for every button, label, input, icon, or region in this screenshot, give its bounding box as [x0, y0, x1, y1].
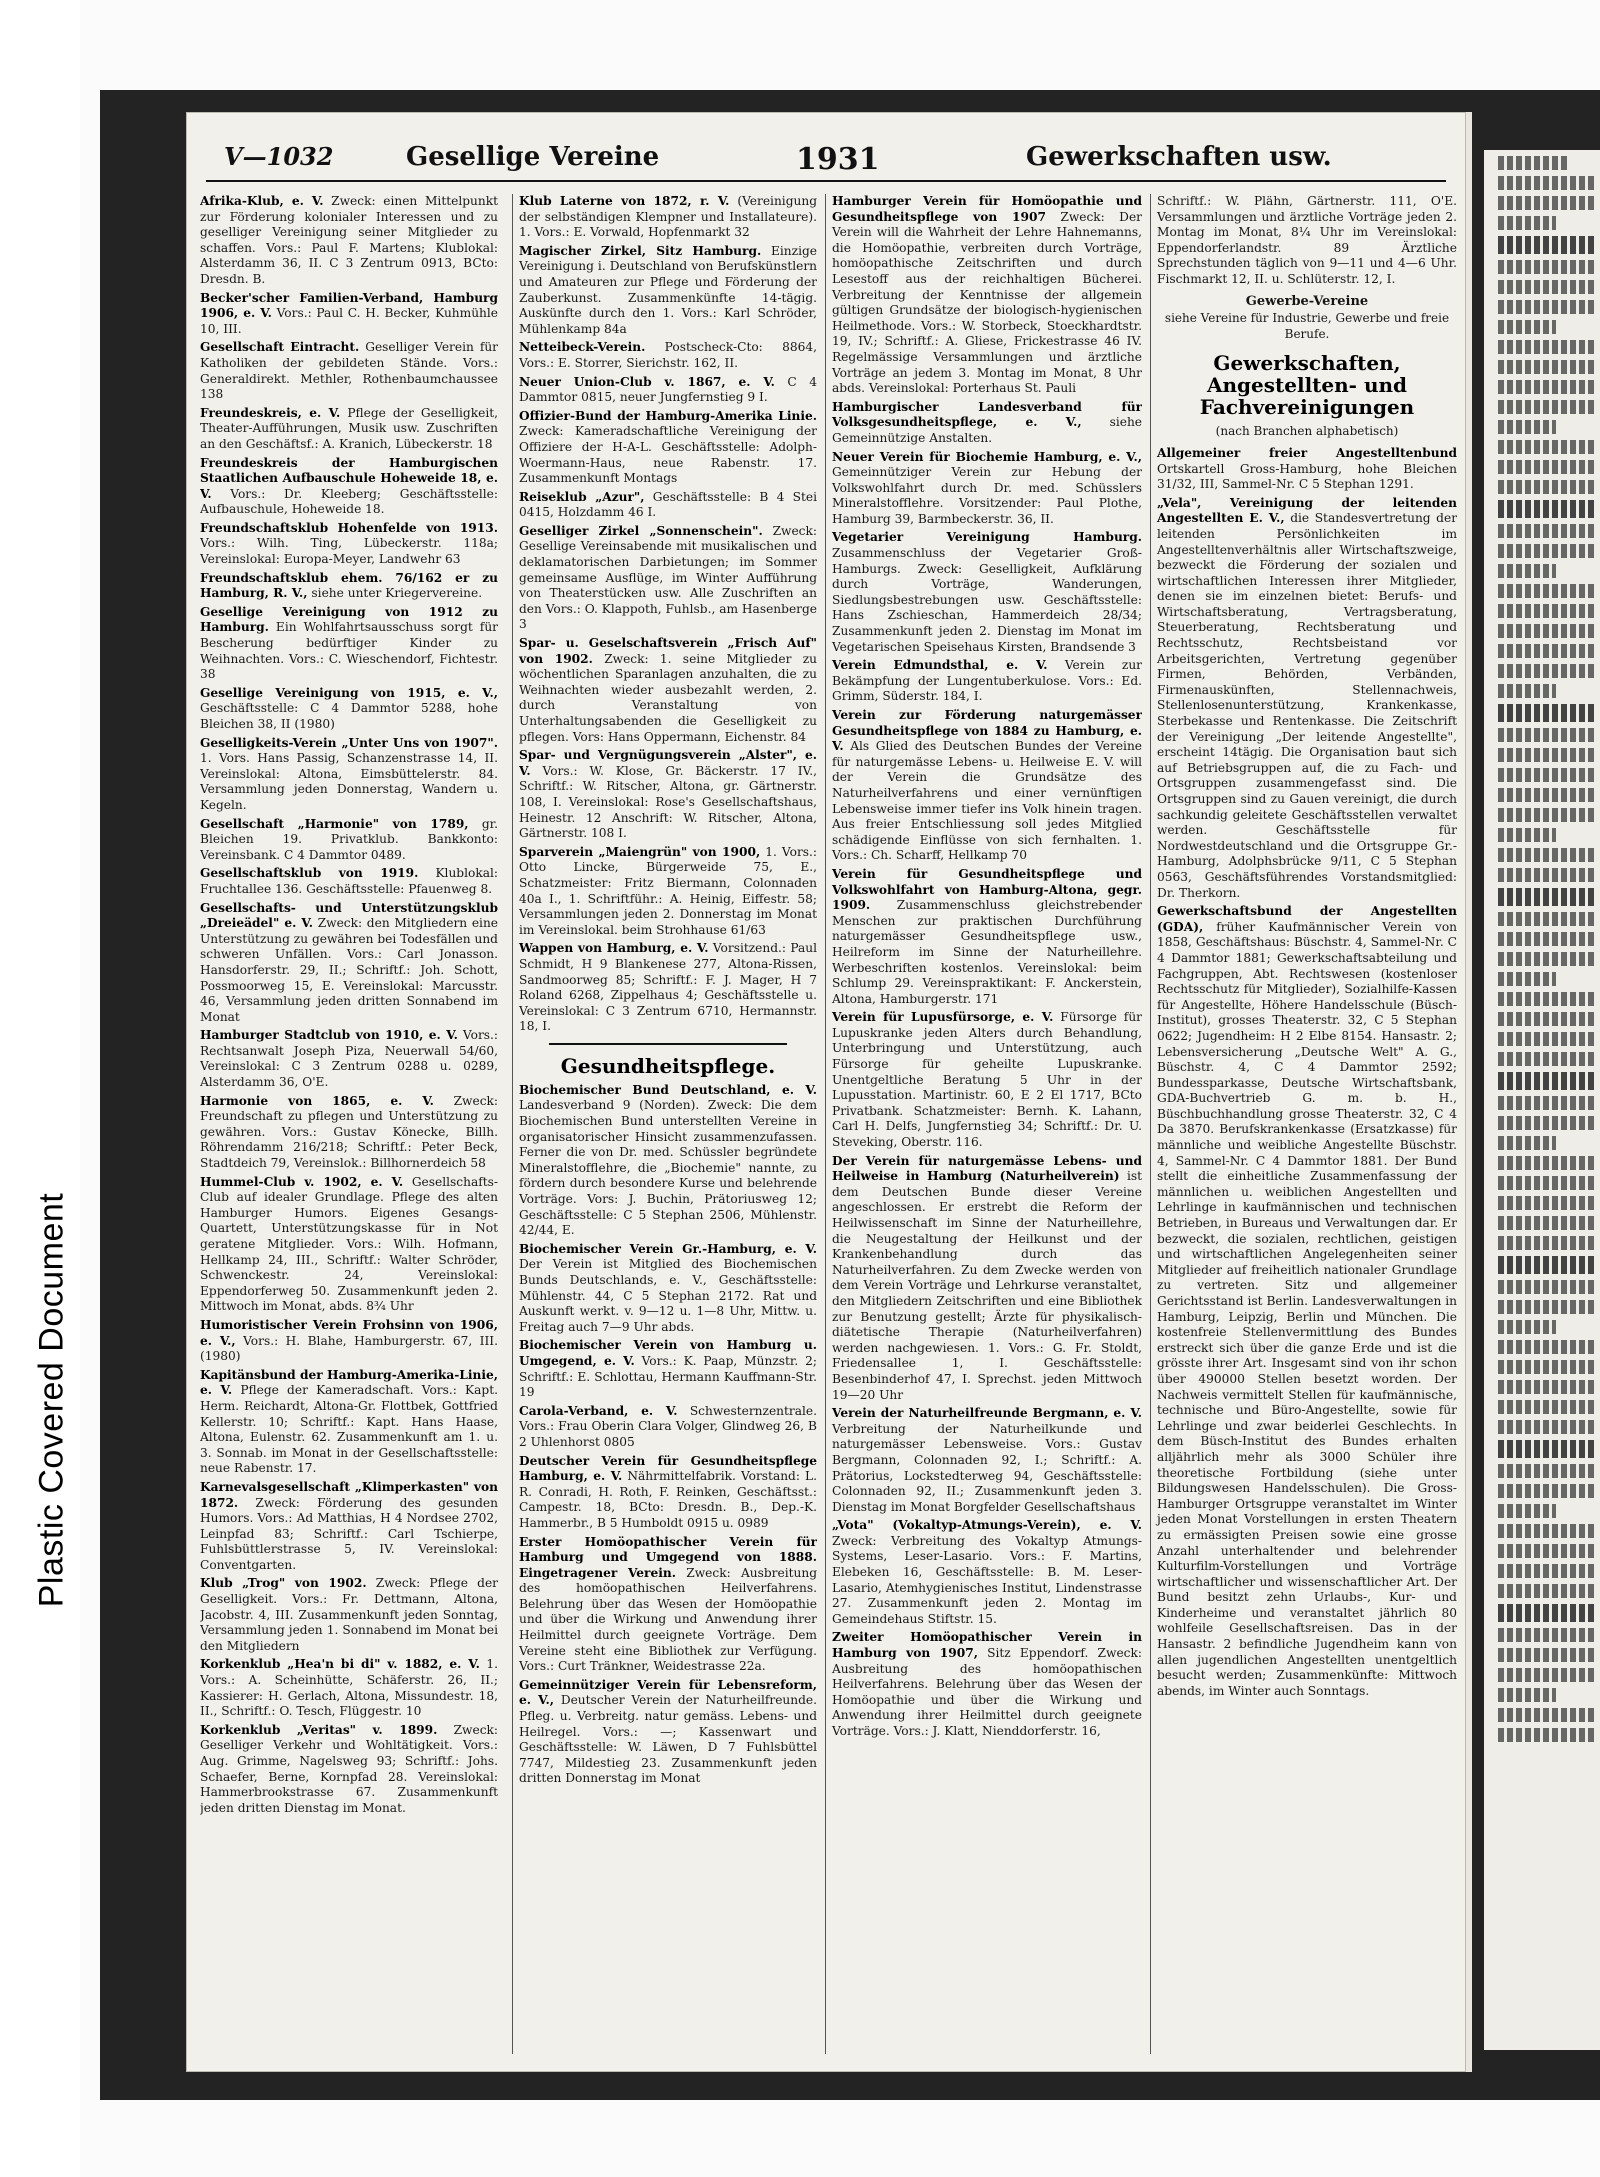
directory-entry [519, 1083, 817, 1239]
entry-name: Geselliger Zirkel „Sonnenschein". [519, 523, 763, 538]
entry-text: Vors.: Dr. Kleeberg; Geschäftsstelle: Aufbauschule, Hoheweide 18. [200, 486, 498, 517]
entry-text: Vors.: Paul C. H. Becker, Kuhmühle 10, III. [200, 306, 498, 336]
directory-entry [200, 1480, 498, 1574]
directory-entry [519, 244, 817, 338]
entry-name: Becker'scher Familien-Verband, Hamburg 1906, e. V. [200, 290, 498, 321]
section-subtitle: (nach Branchen alphabetisch) [1215, 424, 1399, 439]
entry-text: Zweck: Ausbreitung des homöopathischen Heilverfahrens. Belehrung über das Wesen der Homöopathie und über die Wirkung und Anwendung ihrer Heilmittel durch geeignete Vorträge. Dem Vereine steht eine Bibliothek zur Verfügung. Vors.: Curt Tränkner, Weidestrasse 22a. [519, 1565, 817, 1674]
entry-text: Der Verein ist Mitglied des Biochemischen Bunds Deutschlands, e. V., Geschäftsstelle: Mühlenstr. 44, C 5 Stephan 2172. Rat und Auskunft werkt. v. 9—12 u. 1—8 Uhr, Mittw. u. Freitag auch 7—9 Uhr abds. [519, 1257, 817, 1334]
entry-text: Als Glied des Deutschen Bundes der Vereine für naturgemässe Lebens- u. Heilweise E. V. will der Verein die Grundsätze des Naturheilverfahrens und einer vernünftigen Lebensweise immer tiefer ins Volk hinein tragen. Aus freier Entschliessung soll jedes Mitglied schädigende Einflüsse von sich fernhalten. 1. Vors.: Ch. Scharff, Hellkamp 70 [832, 739, 1142, 863]
entry-name: Verein für Lupusfürsorge, e. V. [832, 1010, 1054, 1025]
entry-text: Zusammenschluss gleichstrebender Menschen zur praktischen Durchführung naturgemässer Gesundheitspflege usw., Heilreform im Sinne der Naturheillehre. Werbeschriften kostenlos. Vereinslokal: beim Schlump 29. Vereinspraktikant: F. Anckerstein, Altona, Hamburgerstr. 171 [832, 898, 1142, 1006]
entry-text: Sitz Eppendorf. Zweck: Ausbreitung des homöopathischen Heilverfahrens. Belehrung über das Wesen der Homöopathie und über die Wirkung und Anwendung ihrer Heilmittel durch geeignete Vorträge. Vors.: J. Klatt, Nienddorferstr. 16, [832, 1646, 1142, 1738]
entry-text: Zusammenschluss der Vegetarier Groß-Hamburgs. Zweck: Geselligkeit, Aufklärung durch Vorträge, Wanderungen, Siedlungsbestrebungen usw. Geschäftsstelle: Hans Zschieschan, Hammerdeich 28/34; Zusammenkunft jeden 2. Dienstag im Monat im Vegetarischen Speisehaus Kirsten, Brandsende 3 [832, 546, 1142, 654]
directory-entry [200, 605, 498, 683]
directory-entry [200, 817, 498, 864]
entry-name: Geselligkeits-Verein „Unter Uns von 1907". [200, 735, 498, 750]
entry-text: (Vereinigung der selbständigen Klempner und Installateure). 1. Vors.: E. Vorwald, Hopfenmarkt 32 [519, 194, 817, 240]
entry-text: Fürsorge für Lupuskranke jeden Alters durch Behandlung, Unterbringung und Unterstützung, auch Fürsorge für geheilte Lupuskranke. Unentgeltliche Beratung 5 Uhr in der Lupusstation. Martinistr. 60, E 2 El 1717, BCto Privatbank. Schatzmeister: Bernh. K. Lahann, Carl H. Delfs, Jungfernstieg 34; Schriftf.: Dr. U. Steveking, Oberstr. 116. [832, 1010, 1142, 1150]
entry-text: C 4 Dammtor 0815, neuer Jungfernstieg 9 I. [519, 374, 817, 405]
entry-name: Harmonie von 1865, e. V. [200, 1093, 434, 1108]
entry-text: Deutscher Verein der Naturheilfreunde. Pfleg. u. Verbreitg. natur gemäss. Lebens- und Heilregel. Vors.: —; Kassenwart und Geschäftsstelle: W. Läwen, D 7 Fuhlsbüttel 7747, Mildestieg 23. Zusammenkunft jeden dritten Donnerstag im Monat [519, 1693, 817, 1786]
entry-name: Gesellschaftsklub von 1919. [200, 866, 419, 881]
entry-text: Postscheck-Cto: 8864, Vors.: E. Storrer, Sierichstr. 162, II. [519, 340, 817, 370]
entry-name: Carola-Verband, e. V. [519, 1403, 678, 1418]
entry-name: Hamburger Verein für Homöopathie und Gesundheitspflege von 1907 [832, 194, 1142, 224]
entry-text: Geschäftsstelle: B 4 Stei 0415, Holzdamm 46 I. [519, 489, 817, 520]
entry-text: 1. Vors. Hans Passig, Schanzenstrasse 14, II. Vereinslokal: Altona, Eimsbüttelerstr. 84. Versammlung jeden Donnerstag, Wandern u. Kegeln. [200, 751, 498, 812]
directory-entry [519, 524, 817, 633]
entry-text: Klublokal: Fruchtallee 136. Geschäftsstelle: Pfauenweg 8. [200, 866, 498, 896]
entry-name: Biochemischer Verein von Hamburg u. Umgegend, e. V. [519, 1338, 817, 1368]
directory-entry [1157, 446, 1457, 493]
entry-name: Gesellige Vereinigung von 1912 zu Hamburg. [200, 604, 498, 635]
directory-entry [519, 490, 817, 521]
entry-name: Reiseklub „Azur", [519, 489, 645, 504]
directory-entry [519, 636, 817, 745]
header-right-title: Gewerkschaften usw. [1026, 142, 1332, 172]
directory-entry [832, 1406, 1142, 1515]
entry-name: Verein der Naturheilfreunde Bergmann, e. V. [832, 1406, 1142, 1421]
entry-text: Geselliger Verein für Katholiken der gebildeten Stände. Vors.: Generaldirekt. Methler, Rothenbaumchaussee 138 [200, 340, 498, 402]
entry-name: Klub Laterne von 1872, r. V. [519, 194, 730, 208]
entry-text: gr. Bleichen 19. Privatklub. Bankkonto: Vereinsbank. C 4 Dammtor 0489. [200, 816, 498, 862]
column-3 [825, 194, 1142, 2054]
section-rule [549, 1043, 787, 1045]
directory-entry [200, 1318, 498, 1365]
entry-name: Gesellschafts- und Unterstützungsklub „Dreieädel" e. V. [200, 900, 498, 931]
directory-entry [200, 521, 498, 568]
directory-entry [200, 340, 498, 402]
entry-name: Zweiter Homöopathischer Verein in Hamburg von 1907, [832, 1630, 1142, 1661]
entry-text: Vors.: W. Klose, Gr. Bäckerstr. 17 IV., Schriftf.: W. Ritscher, Altona, gr. Gärtnerstr. 108, I. Vereinslokal: Rose's Gesellschaftshaus, Heinestr. 12 Anschrift: W. Ritscher, Altona, Gärtnerstr. 108 I. [519, 763, 817, 841]
entry-name: Freundschaftsklub ehem. 76/162 er zu Hamburg, R. V., [200, 570, 498, 601]
page-header [206, 134, 1446, 182]
directory-entry [519, 1678, 817, 1787]
directory-entry [519, 409, 817, 487]
entry-name: Spar- u. Geselschaftsverein „Frisch Auf" von 1902. [519, 636, 817, 666]
entry-name: Verein zur Förderung naturgemässer Gesundheitspflege von 1884 zu Hamburg, e. V. [832, 708, 1142, 754]
directory-entry [519, 194, 817, 241]
entry-name: Humoristischer Verein Frohsinn von 1906, e. V., [200, 1317, 498, 1348]
directory-entry [519, 1404, 817, 1451]
directory-entry [519, 340, 817, 371]
entry-name: Gesellschaft Eintracht. [200, 340, 360, 355]
directory-entry [519, 941, 817, 1035]
directory-entry [200, 1028, 498, 1090]
entry-text: ist dem Deutschen Bunde dieser Vereine angeschlossen. Er erstrebt die Reform der Heilwissenschaft im Sinne der Naturheillehre, die Neugestaltung der Heilkunst und der Krankenbehandlung durch das Naturheilverfahren. Zu dem Zwecke werden von dem Verein Vorträge und Lehrkurse veranstaltet, den Mitgliedern Zeitschriften und eine Bibliothek zur Benutzung gestellt; Ärzte für physikalisch-diätetische Therapie (Naturheilverfahren) werden nachgewiesen. 1. Vors.: G. Fr. Stoldt, Friedensallee 1, I. Geschäftsstelle: Besenbinderhof 47, I. Sprechst. jeden Mittwoch 19—20 Uhr [832, 1169, 1142, 1402]
entry-name: Klub „Trog" von 1902. [200, 1576, 367, 1591]
entry-text: Schwesternzentrale. Vors.: Frau Oberin Clara Volger, Glindweg 26, B 2 Uhlenhorst 0805 [519, 1403, 817, 1449]
directory-entry [200, 901, 498, 1026]
entry-text: Zweck: den Mitgliedern eine Unterstützung zu gewähren bei Todesfällen und schweren Unfällen. Vors.: Carl Jonasson. Hansdorferstr. 29, II.; Schriftf.: Joh. Schott, Possmoorweg 15, E. Vereinslokal: Marcusstr. 46, Versammlung jeden dritten Sonnabend im Monat [200, 916, 498, 1024]
directory-entry [200, 1576, 498, 1654]
directory-entry [519, 748, 817, 842]
entry-text: früher Kaufmännischer Verein von 1858, Geschäftshaus: Büschstr. 4, Sammel-Nr. C 4 Dammtor 1881; Gewerkschaftsabteilung und Fachgruppen, Abt. Rechtswesen (kostenloser Rechtsschutz für Mitglieder), Sozialhilfe-Kassen für Angestellte, Höhere Handelsschule (Büsch-Institut), grosses Theaterstr. 32, C 5 Stephan 0622; Jugendheim: H 2 Elbe 8154. Hansastr. 2; Lebensversicherung „Deutsche Welt" A. G., Büschstr. 4, C 4 Dammtor 2592; Bundessparkasse, Deutsche Wirtschaftsbank, GDA-Buchvertrieb G. m. b. H., Büschbuchhandlung grosse Theaterstr. 32, C 4 Da 3870. Berufskrankenkasse (Ersatzkasse) für männliche und weibliche Angestellte Büschstr. 4, Sammel-Nr. C 4 Dammtor 1881. Der Bund stellt die einheitliche Zusammenfassung der männlichen u. weiblichen Angestellten und Lehrlinge in kaufmännischen und technischen Betrieben, in Bureaus und Verwaltungen dar. Er bezweckt, die sozialen, rechtlichen, geistigen und wirtschaftlichen Angelegenheiten seiner Mitglieder auf freiheitlich nationaler Grundlage zu vertreten. Sitz und allgemeiner Gerichtsstand ist Berlin. Landesverwaltungen in Hamburg, Leipzig, Berlin und München. Die kostenfreie Stellenvermittlung des Bundes erstreckt sich über die ganze Erde und ist die grösste ihrer Art. Insgesamt sind von ihr schon über 490000 Stellen besetzt worden. Der Nachweis vermittelt Stellen für kaufmännische, technische und Büro-Angestellte, sowie für Lehrlinge und zwar beiderlei Geschlechts. In dem Büsch-Institut des Bundes erhalten alljährlich mehr als 3000 Schüler ihre theoretische Fortbildung (siehe unter Bildungswesen Handelsschulen). Die Gross-Hamburger Ortsgruppe veranstaltet im Winter jeden Monat Vorstellungen in ersten Theatern zu ermässigten Preisen sowie eine grosse Anzahl unterhaltender und belehrender Kulturfilm-Vorstellungen und Vorträge wirtschaftlicher und wissenschaftlicher Art. Der Bund besitzt zehn Urlaubs-, Kur- und Kinderheime und veranstaltet jährlich 80 wohlfeile Gesellschaftsreisen. Das in der Hansastr. 2 befindliche Jugendheim kann von allen jugendlichen Angestellten unentgeltlich besucht werden; Zusammenkünfte: Mittwoch abends, im Winter auch Sonntags. [1157, 919, 1457, 1698]
entry-text: Vors.: K. Paap, Münzstr. 2; Schriftf.: E. Schlottau, Hermann Kauffmann-Str. 19 [519, 1353, 817, 1400]
entry-text: Zweck: Gesellige Vereinsabende mit musikalischen und deklamatorischen Darbietungen; im Sommer gemeinsame Ausflüge, im Winter Aufführung von Theaterstücken usw. Alle Zuschriften an den Vors.: O. Klappoth, Fuhlsb., am Hasenberge 3 [519, 523, 817, 632]
directory-entry [200, 1657, 498, 1719]
entry-text: Zweck: Kameradschaftliche Vereinigung der Offiziere der H-A-L. Geschäftsstelle: Adolph-Woermann-Haus, neue Rabenstr. 17. Zusammenkunft Montags [519, 424, 817, 486]
entry-name: Allgemeiner freier Angestelltenbund [1157, 445, 1457, 460]
directory-entry [200, 406, 498, 453]
entry-name: Verein Edmundsthal, e. V. [832, 658, 1048, 673]
entry-text: Zweck: 1. seine Mitglieder zu wöchentlichen Sparanlagen anzuhalten, die zu Weihnachten wieder ausbezahlt werden, 2. durch Veranstaltung von Unterhaltungsabenden die Geselligkeit zu pflegen. Vors: Hans Oppermann, Eichenstr. 84 [519, 651, 817, 744]
entry-text: Verbreitung der Naturheilkunde und naturgemässer Lebensweise. Vors.: Gustav Bergmann, Colonnaden 92, I.; Schriftf.: A. Prätorius, Lockstedterweg 94, Geschäftsstelle: Colonnaden 92, II.; Zusammenkunft jeden 3. Dienstag im Monat Borgfelder Gesellschaftshaus [832, 1421, 1142, 1514]
directory-entry [832, 1518, 1142, 1627]
directory-entry [1157, 496, 1457, 901]
entry-name: Wappen von Hamburg, e. V. [519, 941, 709, 956]
page-number: V—1032 [224, 142, 334, 171]
entry-text: Verein zur Bekämpfung der Lungentuberkulose. Vors.: Ed. Grimm, Süderstr. 184, I. [832, 658, 1142, 704]
entry-text: Vors.: Rechtsanwalt Joseph Piza, Neuerwall 54/60, Vereinslokal: C 3 Zentrum 0288 u. 0289, Alsterdamm 36, O'E. [200, 1028, 498, 1090]
entry-name: Freundschaftsklub Hohenfelde von 1913. [200, 520, 498, 535]
directory-entry [519, 1242, 817, 1336]
directory-entry [519, 1454, 817, 1532]
directory-entry [200, 291, 498, 338]
entry-name: Korkenklub „Hea'n bi di" v. 1882, e. V. [200, 1657, 480, 1672]
entry-name: Hummel-Club v. 1902, e. V. [200, 1174, 404, 1189]
entry-name: Freundeskreis der Hamburgischen Staatlichen Aufbauschule Hoheweide 18, e. V. [200, 455, 498, 501]
directory-entry [832, 194, 1142, 397]
directory-entry [832, 450, 1142, 528]
entry-name: Biochemischer Bund Deutschland, e. V. [519, 1082, 817, 1097]
entry-name: Korkenklub „Veritas" v. 1899. [200, 1722, 438, 1737]
entry-text: Zweck: einen Mittelpunkt zur Förderung kolonialer Interessen und zu geselliger Vereinigung seiner Mitglieder zu schaffen. Vors.: Paul F. Martens; Klublokal: Alsterdamm 36, II. C 3 Zentrum 0913, BCto: Dresdn. B. [200, 194, 498, 286]
directory-entry [1157, 904, 1457, 1699]
entry-text: Ortskartell Gross-Hamburg, hohe Bleichen 31/32, III, Sammel-Nr. C 5 Stephan 1291. [1157, 461, 1457, 492]
entry-name: Gesellige Vereinigung von 1915, e. V., [200, 685, 498, 700]
directory-entry [519, 1338, 817, 1400]
entry-name: Biochemischer Verein Gr.-Hamburg, e. V. [519, 1241, 817, 1256]
entry-name: Der Verein für naturgemässe Lebens- und Heilweise in Hamburg (Naturheilverein) [832, 1153, 1142, 1184]
column-2 [512, 194, 817, 2054]
entry-name: Deutscher Verein für Gesundheitspflege Hamburg, e. V. [519, 1453, 817, 1484]
entry-text: 1. Vors.: Otto Lincke, Bürgerweide 75, E., Schatzmeister: Fritz Biermann, Colonnaden 40a I., 1. Schriftführ.: A. Heinig, Eiffestr. 58; Versammlungen jeden 2. Donnerstag im Monat im Vereinslokal. beim Strohhause 61/63 [519, 844, 817, 937]
directory-entry [832, 867, 1142, 1007]
entry-name: Hamburgischer Landesverband für Volksgesundheitspflege, e. V., [832, 399, 1142, 430]
entry-name: Offizier-Bund der Hamburg-Amerika Linie. [519, 408, 817, 423]
directory-entry [832, 530, 1142, 655]
entry-text: Zweck: Förderung des gesunden Humors. Vors.: Ad Matthias, H 4 Nordsee 2702, Leinpfad 83; Schriftf.: Carl Tschierpe, Fuhlsbüttlerstrasse 5, IV. Vereinslokal: Conventgarten. [200, 1495, 498, 1572]
entry-name: Sparverein „Maiengrün" von 1900, [519, 844, 761, 859]
entry-name: Kapitänsbund der Hamburg-Amerika-Linie, e. V. [200, 1367, 498, 1398]
entry-name: Netteibeck-Verein. [519, 340, 646, 355]
document-page [186, 112, 1472, 2072]
directory-entry [519, 845, 817, 939]
directory-entry [200, 571, 498, 602]
directory-entry [200, 686, 498, 733]
entry-text: Ein Wohlfahrtsausschuss sorgt für Bescherung bedürftiger Kinder zu Weihnachten. Vors.: C. Wieschendorf, Fichtestr. 38 [200, 620, 498, 682]
left-margin [0, 0, 80, 2177]
entry-name: Hamburger Stadtclub von 1910, e. V. [200, 1028, 458, 1043]
directory-entry [200, 456, 498, 518]
entry-text: Vors.: Wilh. Ting, Lübeckerstr. 118a; Vereinslokal: Europa-Meyer, Landwehr 63 [200, 536, 498, 567]
text-columns [200, 194, 1457, 2054]
entry-text: Einzige Vereinigung i. Deutschland von Berufskünstlern und Amateuren zur Pflege und Förderung der Zauberkunst. Zusammenkünfte 14-tägig. Auskünfte durch den 1. Vors.: Karl Schröder, Mühlenkamp 84a [519, 243, 817, 336]
entry-name: Verein für Gesundheitspflege und Volkswohlfahrt von Hamburg-Altona, gegr. 1909. [832, 866, 1142, 913]
adjacent-page-edge [1484, 150, 1600, 2050]
entry-text: Nährmittelfabrik. Vorstand: L. R. Conradi, H. Roth, F. Reinken, Geschäftsst.: Campestr. 18, BCto: Dresdn. B., Dep.-K. Hammerbr., B 5 Humboldt 0915 u. 0989 [519, 1469, 817, 1530]
entry-text: Pflege der Geselligkeit, Theater-Aufführungen, Musik usw. Zuschriften an den Geschäftsf.: A. Kranich, Lübeckerstr. 18 [200, 405, 498, 451]
entry-name: Erster Homöopathischer Verein für Hamburg und Umgegend von 1888. Eingetragener Verein. [519, 1534, 817, 1580]
entry-text: die Standesvertretung der leitenden Persönlichkeiten im Angestelltenverhältnis aller Wirtschaftszweige, bezweckt die Förderung der sozialen und wirtschaftlichen Interessen ihrer Mitglieder, denen sie im einzelnen bietet: Berufs- und Wirtschaftsberatung, Vertragsberatung, Steuerberatung, Rechtsberatung und Rechtsschutz, Rechtsbeistand vor Arbeitsgerichten, Vertretung gegenüber Firmen, Behörden, Verbänden, Firmenauskünften, Stellennachweis, Stellenlosenunterstützung, Krankenkasse, Sterbekasse und Rentenkasse. Die Zeitschrift der Vereinigung „Der leitende Angestellte", erscheint 14tägig. Die Organisation baut sich auf Betriebsgruppen auf, die zu Fach- und Ortsgruppen zusammengefasst sind. Die Ortsgruppen sind zu Gauen vereinigt, die durch sachkundig geleitete Geschäftsstellen verwaltet werden. Geschäftsstelle für Nordwestdeutschland und die Ortsgruppe Gr.-Hamburg, Adolphsbrücke 9/11, C 5 Stephan 0563, Geschäftsführendes Vorstandsmitglied: Dr. Therkorn. [1157, 511, 1457, 900]
entry-text: Pflege der Kameradschaft. Vors.: Kapt. Herm. Reichardt, Altona-Gr. Flottbek, Gottfried Kellerstr. 10; Schriftf.: Kapt. Hans Haase, Altona, Eulenstr. 62. Zusammenkunft am 1. u. 3. Sonnab. im Monat in der Gesellschaftsstelle: neue Rabenstr. 17. [200, 1383, 498, 1476]
directory-entry [200, 1175, 498, 1315]
section-title-gesundheitspflege: Gesundheitspflege. [560, 1053, 776, 1078]
entry-text: Vorsitzend.: Paul Schmidt, H 9 Blankenese 277, Altona-Rissen, Sandmoorweg 85; Schriftf.: F. J. Mager, H 7 Roland 6268, Zippelhaus 4; Geschäftsstelle u. Vereinslokal: C 3 Zentrum 6710, Hermannstr. 18, I. [519, 941, 817, 1034]
entry-text: Vors.: H. Blahe, Hamburgerstr. 67, III. (1980) [200, 1333, 498, 1364]
directory-entry [200, 1094, 498, 1172]
directory-entry [832, 1154, 1142, 1404]
entry-text: siehe Gemeinnützige Anstalten. [832, 415, 1142, 445]
column-4-intro: Schriftf.: W. Plähn, Gärtnerstr. 111, O'E. Versammlungen und ärztliche Vorträge jeden 2. Montag im Monat, 8¼ Uhr im Vereinslokal: Eppendorferlandstr. 89 Ärztliche Sprechstunden täglich von 9—11 und 4—6 Uhr. Fischmarkt 12, II. u. Schlüterstr. 12, I. [1157, 194, 1457, 286]
directory-entry [832, 1630, 1142, 1739]
directory-entry [519, 1535, 817, 1675]
directory-entry [832, 708, 1142, 864]
box-title-gewerbe-vereine: Gewerbe-Vereine [1245, 293, 1369, 309]
entry-text: 1. Vors.: A. Scheinhütte, Schäferstr. 26, II.; Kassierer: H. Gerlach, Altona, Missundestr. 18, II., Schriftf.: O. Tesch, Flüggestr. 10 [200, 1657, 498, 1719]
entry-text: Gesellschafts-Club auf idealer Grundlage. Pflege des alten Hamburger Humors. Eigenes Gesangs-Quartett, Unterstützungskasse für in Not geratene Mitglieder. Vors.: Wilh. Hofmann, Hellkamp 24, III., Schriftf.: Walter Schröder, Schwenckestr. 24, Vereinslokal: Eppendorferweg 50. Zusammenkunft jeden 2. Mittwoch im Monat, abds. 8¾ Uhr [200, 1174, 498, 1314]
entry-text: siehe unter Kriegervereine. [311, 586, 483, 601]
directory-entry [200, 1723, 498, 1817]
entry-text: Zweck: Pflege der Geselligkeit. Vors.: Fr. Dettmann, Altona, Jacobstr. 4, III. Zusammenkunft jeden Sonntag, Versammlung jeden 1. Sonnabend im Monat bei den Mitgliedern [200, 1576, 498, 1653]
entry-text: Landesverband 9 (Norden). Zweck: Die dem Biochemischen Bund unterstellten Vereine in organisatorischer Hinsicht zusammenzufassen. Ferner die von Dr. med. Schüssler begründete Mineralstofflehre, die „Biochemie" nannte, zu fördern durch besondere Kurse und belehrende Vorträge. Vors: J. Buchin, Prätoriusweg 12; Geschäftsstelle: C 5 Stephan 2506, Mühlenstr. 42/44, E. [519, 1098, 817, 1238]
directory-entry [200, 736, 498, 814]
entry-text: Zweck: Freundschaft zu pflegen und Unterstützung zu gewähren. Vors.: Gustav Könecke, Billh. Röhrendamm 216/218; Schriftf.: Peter Beck, Stadtdeich 79, Vereinslok.: Billhornerdeich 58 [200, 1093, 498, 1171]
directory-entry [832, 658, 1142, 705]
entry-text: Geschäftsstelle: C 4 Dammtor 5288, hohe Bleichen 38, II (1980) [200, 701, 498, 731]
entry-name: Vegetarier Vereinigung Hamburg. [832, 530, 1142, 545]
entry-text: Zweck: Verbreitung des Vokaltyp Atmungs-Systems, Leser-Lasario. Vors.: F. Martins, Elebeken 16, Geschäftsstelle: B. M. Leser-Lasario, Atemhygienisches Institut, Lindenstrasse 27. Zusammenkunft jeden 2. Montag im Gemeindehaus Stiftstr. 15. [832, 1533, 1142, 1626]
entry-name: Freundeskreis, e. V. [200, 405, 341, 420]
directory-entry [832, 1010, 1142, 1150]
directory-entry [200, 1368, 498, 1477]
entry-name: Karnevalsgesellschaft „Klimperkasten" von 1872. [200, 1479, 498, 1510]
entry-name: Gemeinnütziger Verein für Lebensreform, e. V., [519, 1677, 817, 1708]
entry-name: Magischer Zirkel, Sitz Hamburg. [519, 243, 762, 258]
column-4 [1150, 194, 1457, 2054]
side-label: Plastic Covered Document [32, 1192, 71, 1608]
entry-name: Neuer Union-Club v. 1867, e. V. [519, 374, 775, 389]
entry-text: Zweck: Geselliger Verkehr und Wohltätigkeit. Vors.: Aug. Grimme, Nagelsweg 93; Schriftf.: Johs. Schaefer, Berne, Kornpfad 28. Vereinslokal: Hammerbrookstrasse 67. Zusammenkunft jeden dritten Dienstag im Monat. [200, 1722, 498, 1815]
entry-text: Zweck: Der Verein will die Wahrheit der Lehre Hahnemanns, die Homöopathie, verbreiten durch Vorträge, homöopathische Zeitschriften und durch Lesestoff aus der reichhaltigen Bücherei. Verbreitung der Kenntnisse der allgemein gültigen Grundsätze der biologisch-hygienischen Heilmethode. Vors.: W. Storbeck, Stoeckhardtstr. 19, IV.; Schriftf.: A. Gliese, Frickestrasse 46 IV. Regelmässige Versammlungen und ärztliche Vorträge an jedem 3. Montag im Monat, 8 Uhr abds. Vereinslokal: Porterhaus St. Pauli [832, 209, 1142, 396]
column-1 [200, 194, 498, 2054]
box-text: siehe Vereine für Industrie, Gewerbe und freie Berufe. [1164, 311, 1450, 341]
entry-text: Gemeinnütziger Verein zur Hebung der Volkswohlfahrt durch Dr. med. Schüsslers Mineralstofflehre. Vorsitzender: Paul Plothe, Hamburg 39, Barmbeckerstr. 36, II. [832, 465, 1142, 526]
directory-entry [832, 400, 1142, 447]
entry-name: Spar- und Vergnügungsverein „Alster", e. V. [519, 748, 817, 778]
directory-entry [519, 375, 817, 406]
entry-name: Gewerkschaftsbund der Angestellten (GDA), [1157, 904, 1457, 934]
entry-name: Gesellschaft „Harmonie" von 1789, [200, 816, 469, 831]
directory-entry [200, 866, 498, 897]
directory-entry [200, 194, 498, 288]
entry-name: Afrika-Klub, e. V. [200, 194, 324, 208]
entry-name: Neuer Verein für Biochemie Hamburg, e. V., [832, 449, 1142, 464]
entry-name: „Vela", Vereinigung der leitenden Angestellten E. V., [1157, 495, 1457, 526]
header-year: 1931 [796, 142, 880, 177]
section-title-gewerkschaften: Gewerkschaften, Angestellten- und Fachvereinigungen [1199, 351, 1415, 420]
entry-name: „Vota" (Vokaltyp-Atmungs-Verein), e. V. [832, 1518, 1142, 1533]
header-left-title: Gesellige Vereine [406, 142, 660, 172]
